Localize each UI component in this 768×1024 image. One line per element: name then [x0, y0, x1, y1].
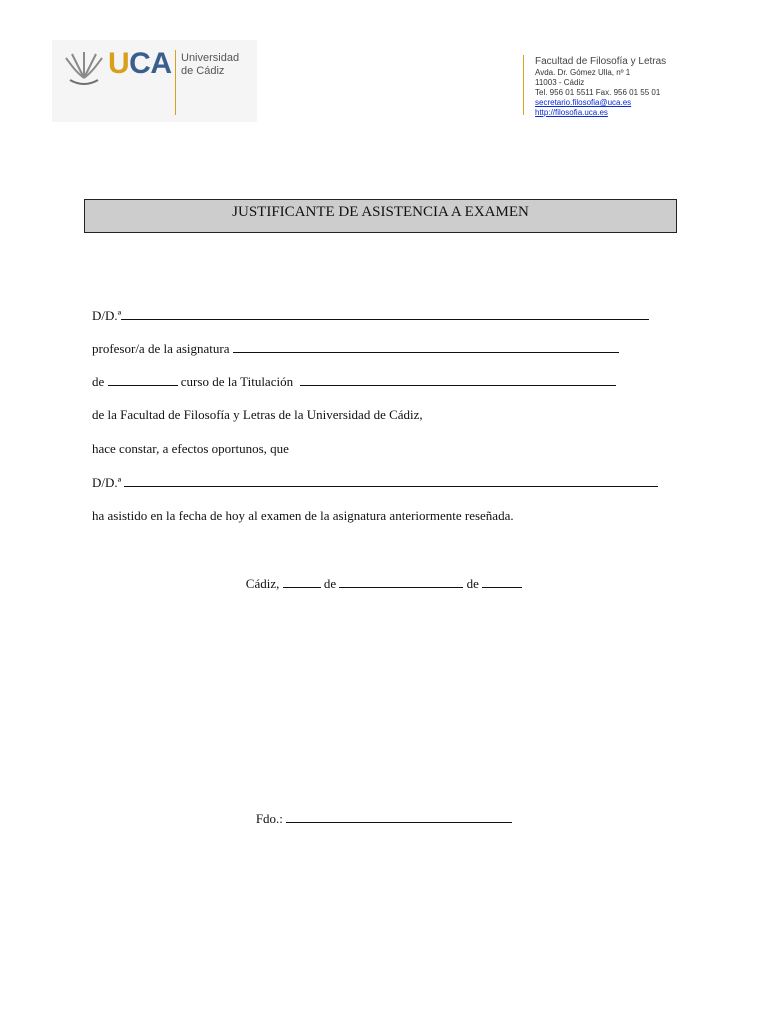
signature-line: [0, 810, 768, 827]
month-field[interactable]: [339, 575, 463, 588]
faculty-name: Facultad de Filosofía y Letras: [535, 56, 667, 67]
uca-wordmark: [108, 49, 172, 79]
d-label-1: D/D.ª: [92, 308, 122, 323]
line-d-2: [92, 474, 658, 491]
signature-field[interactable]: [286, 810, 512, 823]
asignatura-field[interactable]: [233, 340, 619, 353]
wordmark-ca: CA: [129, 47, 172, 80]
city: 11003 - Cádiz: [535, 78, 585, 87]
wordmark-u: U: [108, 47, 130, 80]
curso-field[interactable]: [108, 373, 178, 386]
contact-block: [535, 56, 666, 118]
de-label-2: de: [466, 576, 479, 591]
titulacion-field[interactable]: [300, 373, 616, 386]
place-label: Cádiz,: [245, 576, 280, 591]
signature-label: Fdo.:: [255, 811, 283, 826]
university-name: [181, 52, 239, 78]
logo-divider: [175, 50, 176, 115]
website-link[interactable]: http://filosofia.uca.es: [535, 108, 608, 117]
line-asignatura: [92, 340, 619, 357]
d-label-2: D/D.ª: [92, 475, 122, 490]
line-curso: [92, 373, 616, 390]
asignatura-label: profesor/a de la asignatura: [92, 341, 230, 356]
document-title-box: [84, 199, 677, 233]
line-d-1: [92, 307, 649, 324]
uca-emblem-icon: [62, 48, 106, 88]
email-link[interactable]: secretario.filosofia@uca.es: [535, 98, 632, 107]
address: Avda. Dr. Gómez Ulla, nº 1: [535, 68, 631, 77]
day-field[interactable]: [283, 575, 321, 588]
university-name-line1: Universidad: [181, 52, 240, 64]
line-asistido: [92, 508, 514, 524]
name-field-2[interactable]: [124, 474, 658, 487]
name-field-1[interactable]: [121, 307, 649, 320]
line-hace-constar: [92, 441, 289, 457]
phone-fax: Tel. 956 01 5511 Fax. 956 01 55 01: [535, 88, 661, 97]
university-logo: [52, 40, 257, 122]
contact-divider: [523, 55, 524, 115]
asistido-text: ha asistido en la fecha de hoy al examen de la asignatura anteriormente reseñada.: [92, 508, 514, 523]
university-name-line2: de Cádiz: [181, 65, 225, 77]
facultad-text: de la Facultad de Filosofía y Letras de la Universidad de Cádiz,: [92, 407, 423, 422]
curso-label: curso de la Titulación: [180, 374, 294, 389]
year-field[interactable]: [482, 575, 522, 588]
date-line: [0, 575, 768, 592]
de-label: de: [92, 374, 105, 389]
de-label-1: de: [323, 576, 337, 591]
hace-constar-text: hace constar, a efectos oportunos, que: [92, 441, 289, 456]
line-facultad: [92, 407, 423, 423]
document-title: JUSTIFICANTE DE ASISTENCIA A EXAMEN: [232, 204, 529, 220]
